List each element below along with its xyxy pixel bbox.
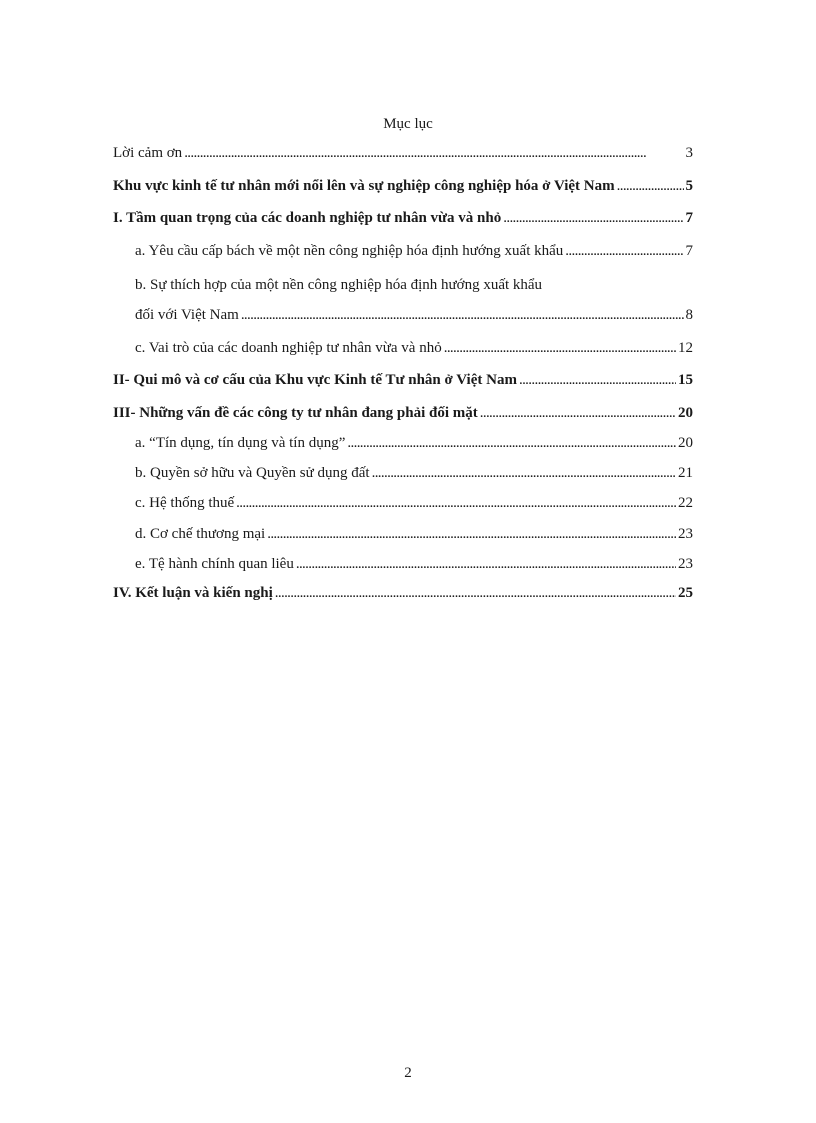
toc-entry[interactable] <box>135 242 693 260</box>
toc-entry-page: 23 <box>678 526 693 542</box>
toc-entry-label: e. Tệ hành chính quan liêu <box>135 556 294 572</box>
toc-entry-label-line1[interactable]: b. Sự thích hợp của một nền công nghiệp hóa định hướng xuất khẩu <box>135 277 543 293</box>
toc-entry-page: 23 <box>678 556 693 572</box>
toc-entry-page: 20 <box>678 405 693 421</box>
toc-entry[interactable] <box>135 525 693 543</box>
toc-entry-page: 12 <box>678 340 693 356</box>
toc-entry-label: III- Những vấn đề các công ty tư nhân đang phải đối mặt <box>113 405 478 421</box>
toc-entry-label: II- Qui mô và cơ cấu của Khu vực Kinh tế Tư nhân ở Việt Nam <box>113 372 517 388</box>
toc-entry[interactable] <box>113 584 693 602</box>
dot-leader <box>267 525 676 543</box>
dot-leader <box>444 339 676 357</box>
toc-entry-page: 15 <box>678 372 693 388</box>
toc-entry-label: c. Hệ thống thuế <box>135 495 235 511</box>
toc-entry-page: 25 <box>678 585 693 601</box>
toc-entry-label: a. Yêu cầu cấp bách về một nền công nghiệp hóa định hướng xuất khẩu <box>135 243 564 259</box>
toc-entry[interactable] <box>135 434 693 452</box>
toc-entry[interactable] <box>113 144 693 162</box>
toc-entry[interactable] <box>113 209 693 227</box>
dot-leader <box>503 209 683 227</box>
toc-entry-page: 8 <box>685 307 693 323</box>
toc-entry-label: d. Cơ chế thương mại <box>135 526 266 542</box>
toc-entry-page: 7 <box>685 243 693 259</box>
toc-entry[interactable] <box>113 404 693 422</box>
toc-title: Mục lục <box>383 116 433 132</box>
toc-entry-page: 5 <box>685 178 693 194</box>
toc-entry[interactable] <box>135 339 693 357</box>
dot-leader <box>296 555 676 573</box>
toc-entry-label: c. Vai trò của các doanh nghiệp tư nhân vừa và nhỏ <box>135 340 442 356</box>
toc-entry-label: Lời cảm ơn <box>113 145 183 161</box>
dot-leader <box>236 494 676 512</box>
toc-entry[interactable] <box>135 464 693 482</box>
toc-entry[interactable] <box>135 494 693 512</box>
toc-entry-page: 20 <box>678 435 693 451</box>
toc-entry-label: IV. Kết luận và kiến nghị <box>113 585 273 601</box>
toc-entry-page: 21 <box>678 465 693 481</box>
page-number: 2 <box>404 1065 412 1081</box>
toc-entry-label: đối với Việt Nam <box>135 307 239 323</box>
dot-leader <box>519 371 676 389</box>
toc-entry[interactable] <box>135 555 693 573</box>
toc-entry-page: 3 <box>685 145 693 161</box>
toc-entry-page: 22 <box>678 495 693 511</box>
toc-entry-label: I. Tầm quan trọng của các doanh nghiệp tư nhân vừa và nhỏ <box>113 210 502 226</box>
dot-leader <box>347 434 676 452</box>
dot-leader <box>617 177 684 195</box>
toc-entry[interactable] <box>113 177 693 195</box>
toc-entry[interactable] <box>113 371 693 389</box>
toc-entry-label: Khu vực kinh tế tư nhân mới nổi lên và sự nghiệp công nghiệp hóa ở Việt Nam <box>113 178 615 194</box>
toc-entry[interactable] <box>135 306 693 324</box>
toc-entry-label: b. Quyền sở hữu và Quyền sử dụng đất <box>135 465 370 481</box>
toc-entry-label: a. “Tín dụng, tín dụng và tín dụng” <box>135 435 346 451</box>
dot-leader <box>184 144 683 162</box>
dot-leader <box>565 242 683 260</box>
dot-leader <box>372 464 676 482</box>
dot-leader <box>275 584 676 602</box>
toc-entry-page: 7 <box>685 210 693 226</box>
dot-leader <box>480 404 676 422</box>
dot-leader <box>241 306 684 324</box>
